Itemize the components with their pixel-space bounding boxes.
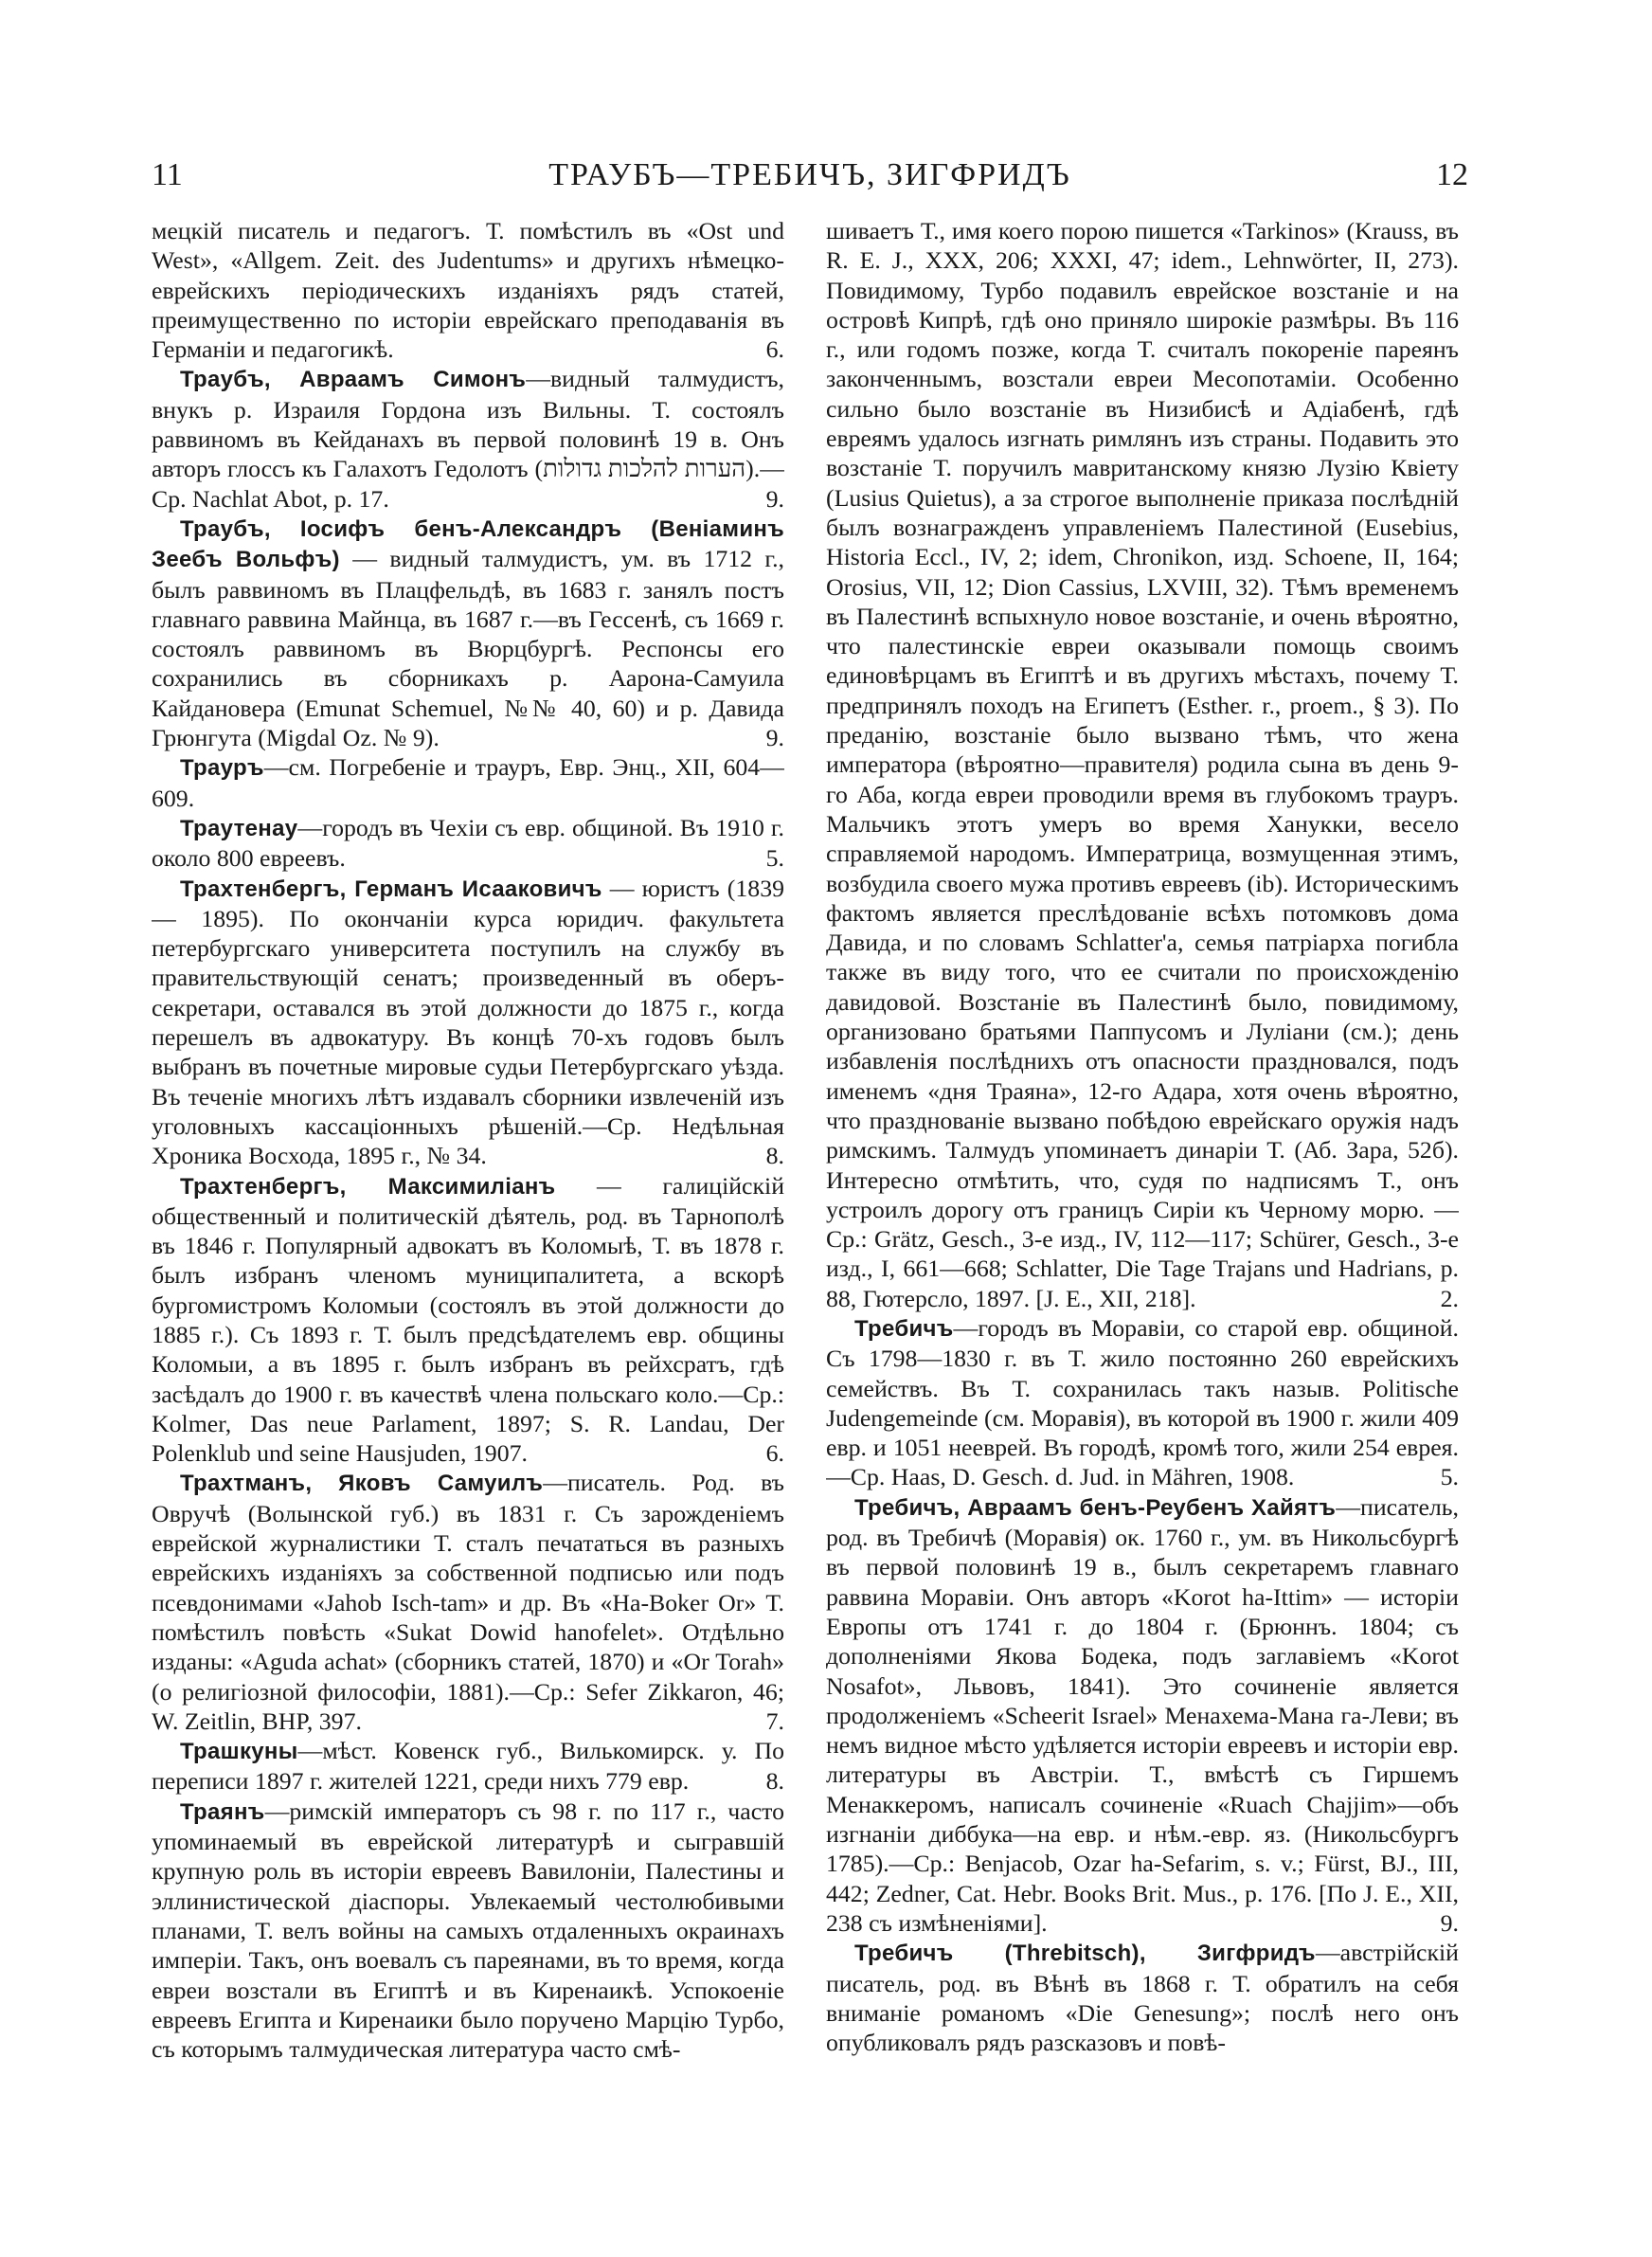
article-entry: [152, 1797, 784, 2065]
article-entry: [826, 1313, 1459, 1492]
article-headword: Требичъ: [854, 1315, 954, 1342]
article-text: —австрійскій писатель, род. въ Вѣнѣ въ 1868 г. Т. обратилъ на себя вниманіе романомъ «Die Genesung»; послѣ него онъ опубликовалъ рядъ разсказовъ и повѣ-: [826, 1939, 1459, 2057]
author-mark: 7.: [765, 1706, 784, 1735]
author-mark: 2.: [1440, 1284, 1459, 1312]
article-entry: [826, 1492, 1459, 1938]
article-text: —городъ въ Моравіи, со старой евр. общиной. Съ 1798—1830 г. въ Т. жило постоянно 260 еврейскихъ семействъ. Въ Т. сохранилась такъ назыв. Politische Judengemeinde (см. Моравія), въ которой въ 1900 г. жили 409 евр. и 1051 нееврей. Въ городѣ, кромѣ того, жили 254 еврея.—Ср. Haas, D. Gesch. d. Jud. in Mähren, 1908.: [826, 1313, 1459, 1491]
article-entry: [826, 1938, 1459, 2057]
article-entry: [152, 874, 784, 1171]
article-text: — галицiйскій общественный и политическій дѣятель, род. въ Тарнополѣ въ 1846 г. Популярный адвокатъ въ Коломыѣ, Т. въ 1878 г. былъ избранъ членомъ муниципалитета, а вскорѣ бургомистромъ Коломыи (состоялъ въ этой должности до 1885 г.). Съ 1893 г. Т. былъ предсѣдателемъ евр. общины Коломыи, а въ 1895 г. былъ избранъ въ рейхсратъ, гдѣ засѣдалъ до 1900 г. въ качествѣ члена польскаго коло.—Ср.: Kolmer, Das neue Parlament, 1897; S. R. Landau, Der Polenklub und seine Hausjuden, 1907.: [152, 1171, 784, 1468]
article-entry: [152, 752, 784, 813]
author-mark: 9.: [765, 484, 784, 513]
article-entry: [152, 813, 784, 874]
article-headword: Траутенау: [180, 815, 298, 841]
running-title: ТРАУБЪ—ТРЕБИЧЪ, ЗИГФРИДЪ: [548, 157, 1071, 192]
article-text: —городъ въ Чехіи съ евр. общиной. Въ 1910 г. около 800 евреевъ.: [152, 813, 784, 873]
article-entry: [152, 1171, 784, 1469]
article-headword: Трашкуны: [180, 1739, 298, 1765]
article-text: —видный талмудистъ, внукъ р. Израиля Гордона изъ Вильны. Т. состоялъ раввиномъ въ Кейданахъ въ первой половинѣ 19 в. Онъ авторъ глоссъ къ Галахотъ Гедолотъ (הערות להלכות גדולות).—Ср. Nachlat Abot, p. 17.: [152, 365, 784, 513]
article-entry: [152, 1468, 784, 1736]
author-mark: 9.: [765, 724, 784, 752]
article-headword: Трахтенбергъ, Максимиліанъ: [180, 1173, 556, 1200]
author-mark: 5.: [765, 844, 784, 873]
article-headword: Траубъ, Іосифъ бенъ-Александръ (Веніаминъ Зеебъ Вольфъ): [152, 515, 784, 573]
article-entry: [152, 514, 784, 752]
author-mark: 6.: [765, 335, 784, 364]
author-mark: 8.: [765, 1142, 784, 1170]
article-headword: Траянъ: [180, 1798, 265, 1825]
page-number-right: 12: [1436, 157, 1468, 192]
author-mark: 5.: [1440, 1463, 1459, 1491]
right-column: [826, 216, 1459, 2215]
article-text: —писатель, род. въ Требичѣ (Моравія) ок. 1760 г., ум. въ Никольсбургѣ въ первой половинѣ 19 в., былъ секретаремъ главнаго раввина Моравіи. Онъ авторъ «Korot ha-Ittim» — исторіи Европы отъ 1741 г. до 1804 г. (Брюннъ. 1804; съ дополненіями Якова Бодека, подъ заглавіемъ «Korot Nosafot», Львовъ, 1841). Это сочиненіе является продолженіемъ «Scheerit Israel» Менахема-Мана га-Леви; въ немъ видное мѣсто удѣляется исторіи евреевъ и исторіи евр. литературы въ Австріи. Т., вмѣстѣ съ Гиршемъ Менаккеромъ, написалъ сочиненіе «Ruach Chajjim»—объ изгнаніи диббука—на евр. и нѣм.-евр. яз. (Никольсбургъ 1785).—Ср.: Benjacob, Ozar ha-Sefarim, s. v.; Fürst, BJ., III, 442; Zedner, Cat. Hebr. Books Brit. Mus., p. 176. [По J. E., XII, 238 съ измѣненіями].: [826, 1492, 1459, 1937]
article-text: мецкій писатель и педагогъ. Т. помѣстилъ въ «Ost und West», «Allgem. Zeit. des Judentums» и другихъ нѣмецко-еврейскихъ періодическихъ изданіяхъ рядъ статей, преимущественно по исторіи еврейскаго преподаванія въ Германіи и педагогикѣ.: [152, 217, 784, 364]
article-text: —мѣст. Ковенск губ., Вилькомирск. у. По переписи 1897 г. жителей 1221, среди нихъ 779 евр.: [152, 1737, 784, 1796]
author-mark: 9.: [1440, 1908, 1459, 1937]
article-headword: Требичъ, Авраамъ бенъ-Реубенъ Хайятъ: [854, 1494, 1337, 1521]
author-mark: 6.: [765, 1439, 784, 1468]
left-column: [152, 216, 784, 2215]
article-headword: Требичъ (Threbitsch), Зигфридъ: [854, 1941, 1316, 1967]
author-mark: 8.: [765, 1767, 784, 1796]
article-headword: Трахтманъ, Яковъ Самуилъ: [180, 1471, 544, 1497]
article-entry: [152, 1736, 784, 1797]
article-text: шиваетъ Т., имя коего порою пишется «Tarkinos» (Krauss, въ R. E. J., XXX, 206; XXXI, 47; idem., Lehnwörter, II, 273). Повидимому, Турбо подавилъ еврейское возстаніе и на островѣ Кипрѣ, гдѣ оно приняло широкіе размѣры. Въ 116 г., или годомъ позже, когда Т. считалъ покореніе пареянъ законченнымъ, возстали евреи Месопотаміи. Особенно сильно было возстаніе въ Низибисѣ и Адіабенѣ, гдѣ евреямъ удалось изгнать римлянъ изъ страны. Подавить это возстаніе Т. поручилъ мавританскому князю Лузію Квіету (Lusius Quietus), а за строгое выполненіе приказа послѣдній былъ вознагражденъ управленіемъ Палестиной (Eusebius, Historia Eccl., IV, 2; idem, Chronikon, изд. Schoene, II, 164; Orosius, VII, 12; Dion Cassius, LXVIII, 32). Тѣмъ временемъ въ Палестинѣ вспыхнуло новое возстаніе, и очень вѣроятно, что палестинскіе евреи оказывали помощь своимъ единовѣрцамъ въ Египтѣ и въ другихъ мѣстахъ, почему Т. предпринялъ походъ на Египетъ (Esther. r., proem., § 3). По преданію, возстаніе было вызвано тѣмъ, что жена императора (вѣроятно—правителя) родила сына въ день 9-го Аба, когда евреи проводили время въ глубокомъ трауръ. Мальчикъ этотъ умеръ во время Ханукки, весело справляемой народомъ. Императрица, возмущенная этимъ, возбудила своего мужа противъ евреевъ (ib). Историческимъ фактомъ является преслѣдованіе всѣхъ потомковъ дома Давида, и по словамъ Schlatter'а, семья патріарха погибла также въ виду того, что ее считали по происхожденію давидовой. Возстаніе въ Палестинѣ было, повидимому, организовано братьями Паппусомъ и Луліани (см.); день избавленія послѣднихъ отъ опасности праздновался, подъ именемъ «дня Траяна», 12-го Адара, хотя очень вѣроятно, что празднованіе вызвано побѣдою еврейскаго оружія надъ римскимъ. Талмудъ упоминаетъ динаріи Т. (Аб. Зара, 52б). Интересно отмѣтить, что, судя по надписямъ Т., онъ устроилъ дорогу отъ границъ Сиріи къ Черному морю. — Ср.: Grätz, Gesch., 3-е изд., IV, 112—117; Schürer, Gesch., 3-е изд., I, 661—668; Schlatter, Die Tage Trajans und Hadrians, p. 88, Гютерсло, 1897. [J. E., XII, 218].: [826, 217, 1459, 1312]
article-text: — видный талмудистъ, ум. въ 1712 г., былъ раввиномъ въ Плацфельдѣ, въ 1683 г. занялъ постъ главнаго раввина Майнца, въ 1687 г.—въ Гессенѣ, съ 1669 г. состоялъ раввиномъ въ Вюрцбургѣ. Респонсы его сохранились въ сборникахъ р. Аарона-Самуила Кайдановера (Emunat Schemuel, №№ 40, 60) и р. Давида Грюнгута (Migdal Oz. № 9).: [152, 545, 784, 752]
article-text: —писатель. Род. въ Овручѣ (Волынской губ.) въ 1831 г. Съ зарожденіемъ еврейской журналистики Т. сталъ печататься въ разныхъ еврейскихъ изданіяхъ за собственной подписью или подъ псевдонимами «Jahob Isch-tam» и др. Въ «Ha-Boker Or» Т. помѣстилъ повѣсть «Sukat Dowid hanofelet». Отдѣльно изданы: «Aguda achat» (сборникъ статей, 1870) и «Or Torah» (о религіозной философіи, 1881).—Ср.: Sefer Zikkaron, 46; W. Zeitlin, BHP, 397.: [152, 1469, 784, 1735]
page-header: [152, 157, 1468, 203]
article-text: —римскій императоръ съ 98 г. по 117 г., часто упоминаемый въ еврейской литературѣ и сыгравшій крупную роль въ исторіи евреевъ Вавилоніи, Палестины и эллинистической діаспоры. Увлекаемый честолюбивыми планами, Т. велъ войны на самыхъ отдаленныхъ окраинахъ имперіи. Такъ, онъ воевалъ съ пареянами, въ то время, когда евреи возстали въ Египтѣ и въ Киренаикѣ. Успокоеніе евреевъ Египта и Киренаики было поручено Марцію Турбо, съ которымъ талмудическая литература часто смѣ-: [152, 1797, 784, 2064]
article-continuation: [826, 216, 1459, 1313]
article-headword: Трауръ: [180, 755, 264, 782]
article-entry: [152, 364, 784, 513]
page-number-left: 11: [152, 157, 183, 192]
article-text: —см. Погребеніе и трауръ, Евр. Энц., XII, 604—609.: [152, 753, 784, 812]
article-headword: Трахтенбергъ, Германъ Исааковичъ: [180, 876, 602, 902]
article-headword: Траубъ, Авраамъ Симонъ: [180, 367, 527, 393]
article-continuation: [152, 216, 784, 364]
article-text: — юристъ (1839 — 1895). По окончаніи курса юридич. факультета петербургскаго университета поступилъ на службу въ правительствующій сенатъ; произведенный въ оберъ-секретари, оставался въ этой должности до 1875 г., когда перешелъ въ адвокатуру. Въ концѣ 70-хъ годовъ былъ выбранъ въ почетные мировые судьи Петербургскаго уѣзда. Въ теченіе многихъ лѣтъ издавалъ сборники извлеченій изъ уголовныхъ кассаціонныхъ рѣшеній.—Ср. Недѣльная Хроника Восхода, 1895 г., № 34.: [152, 874, 784, 1170]
